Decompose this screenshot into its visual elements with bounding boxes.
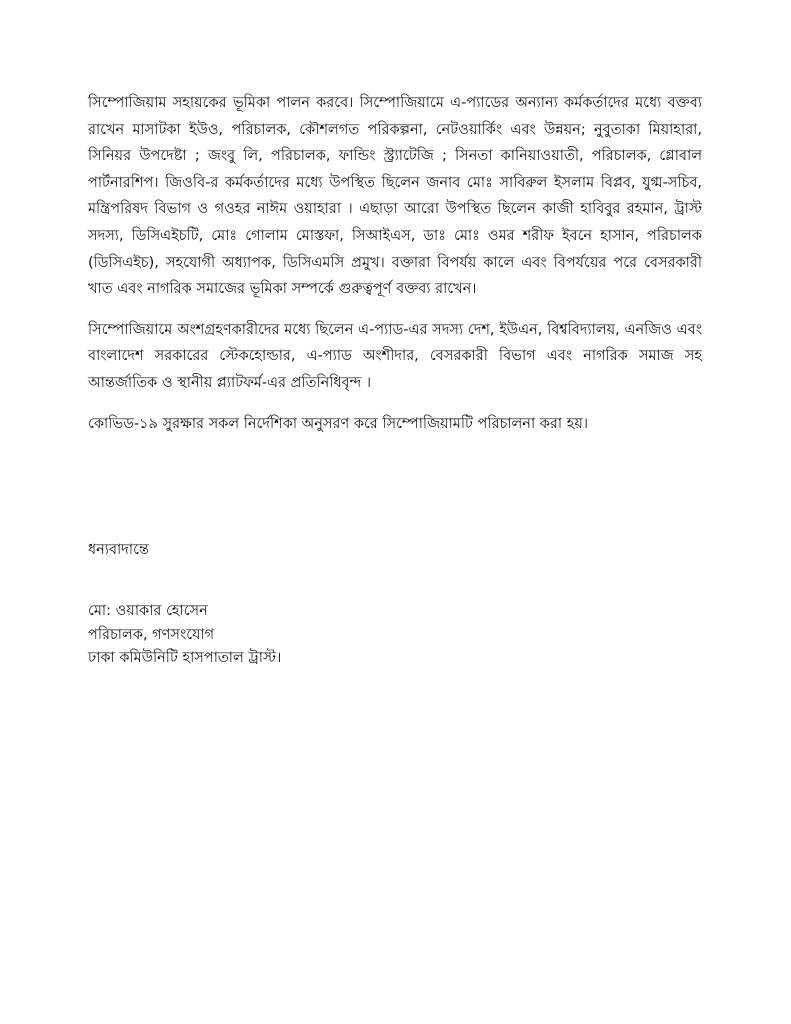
- signatory-title: পরিচালক, গণসংযোগ: [88, 626, 215, 643]
- signature-block: [88, 600, 281, 671]
- letter-body: [88, 90, 702, 451]
- closing-salutation: ধন্যবাদান্তে: [88, 542, 149, 558]
- paragraph-covid-guidelines: কোভিড-১৯ সুরক্ষার সকল নির্দেশিকা অনুসরণ করে সিম্পোজিয়ামটি পরিচালনা করা হয়।: [88, 415, 589, 432]
- paragraph-symposium-speakers: সিম্পোজিয়াম সহায়কের ভূমিকা পালন করবে। সিম্পোজিয়ামে এ-প্যাডের অন্যান্য কর্মকর্তাদের মধ্যে বক্তব্য রাখেন মাসাটকা ইউও, পরিচালক, কৌশলগত পরিকল্পনা, নেটওয়ার্কিং এবং উন্নয়ন; নুবুতাকা মিয়াহারা, সিনিয়র উপদেষ্টা ; জংবু লি, পরিচালক, ফান্ডিং স্ট্র্যাটেজি ; সিনতা কানিয়াওয়াতী, পরিচালক, গ্লোবাল পার্টনারশিপ। জিওবি-র কর্মকর্তাদের মধ্যে উপস্থিত ছিলেন জনাব মোঃ সাবিরুল ইসলাম বিপ্লব, যুগ্ম-সচিব, মন্ত্রিপরিষদ বিভাগ ও গওহর নাঈম ওয়াহারা । এছাড়া আরো উপস্থিত ছিলেন কাজী হাবিবুর রহমান, ট্রাস্ট সদস্য, ডিসিএইচটি, মোঃ গোলাম মোস্তফা, সিআইএস, ডাঃ মোঃ ওমর শরীফ ইবনে হাসান, পরিচালক (ডিসিএইচ), সহযোগী অধ্যাপক, ডিসিএমসি প্রমুখ। বক্তারা বিপর্যয় কালে এবং বিপর্যয়ের পরে বেসরকারী খাত এবং নাগরিক সমাজের ভূমিকা সম্পর্কে গুরুত্বপূর্ণ বক্তব্য রাখেন।: [88, 95, 702, 298]
- signatory-name: মো: ওয়াকার হোসেন: [88, 603, 208, 619]
- paragraph-participants: সিম্পোজিয়ামে অংশগ্রহণকারীদের মধ্যে ছিলেন এ-প্যাড-এর সদস্য দেশ, ইউএন, বিশ্ববিদ্যালয়, এনজিও এবং বাংলাদেশ সরকারের স্টেকহোল্ডার, এ-প্যাড অংশীদার, বেসরকারী বিভাগ এবং নাগরিক সমাজ সহ আন্তর্জাতিক ও স্থানীয় প্ল্যাটফর্ম-এর প্রতিনিধিবৃন্দ ।: [88, 321, 702, 391]
- signatory-organization: ঢাকা কমিউনিটি হাসপাতাল ট্রাস্ট।: [88, 650, 282, 666]
